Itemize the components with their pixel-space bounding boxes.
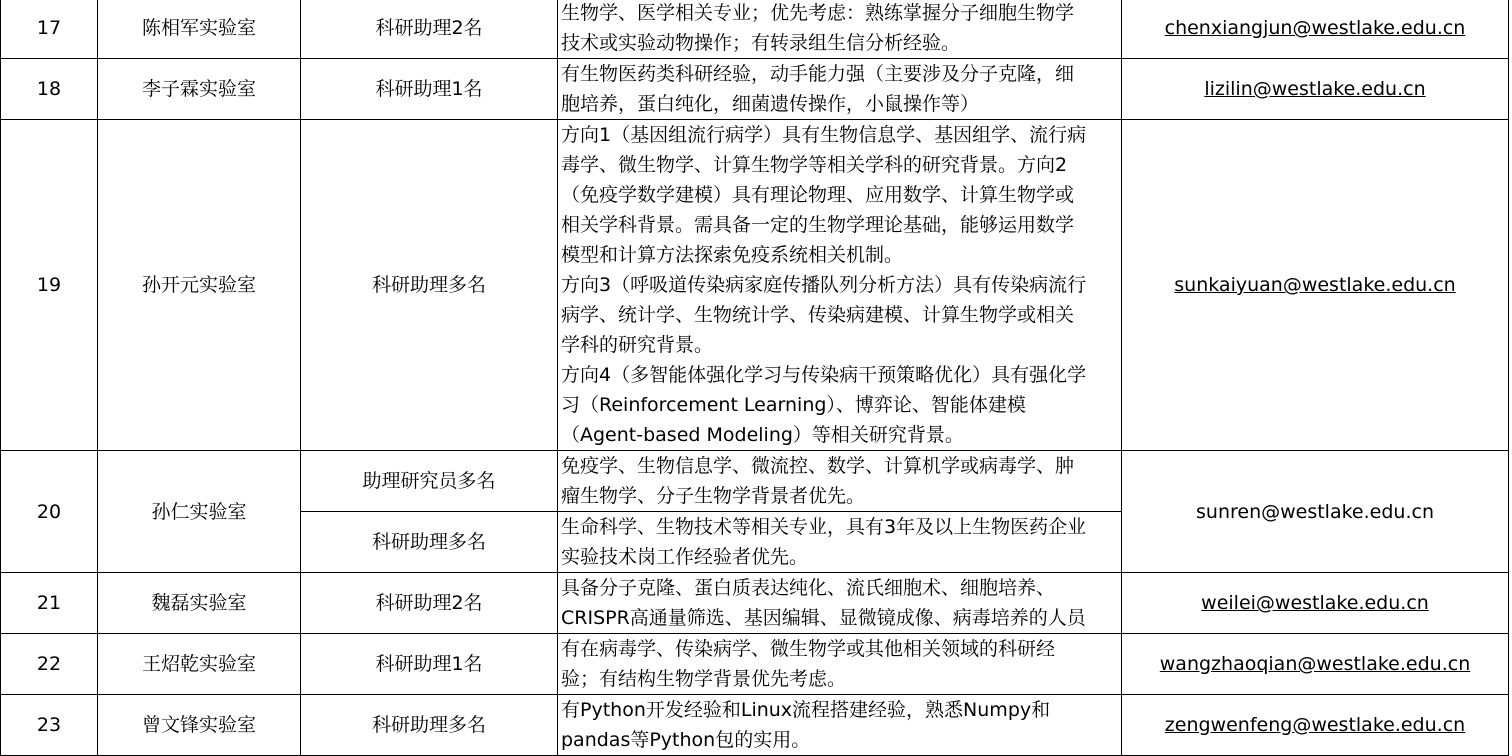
table-row	[1, 0, 1509, 59]
position-title: 科研助理2名	[301, 573, 558, 634]
row-number: 23	[1, 695, 98, 756]
contact-email	[1122, 451, 1509, 573]
requirement-line: 毒学、微生物学、计算生物学等相关学科的研究背景。方向2	[561, 154, 1068, 176]
requirement-line: 方向3（呼吸道传染病家庭传播队列分析方法）具有传染病流行	[561, 274, 1087, 296]
requirement-line: 具备分子克隆、蛋白质表达纯化、流氏细胞术、细胞培养、	[561, 577, 1056, 599]
requirements	[558, 0, 1122, 59]
email-link[interactable]: weilei@westlake.edu.cn	[1201, 592, 1429, 614]
requirements	[558, 451, 1122, 512]
contact-email	[1122, 573, 1509, 634]
requirements	[558, 59, 1122, 120]
email-link[interactable]: lizilin@westlake.edu.cn	[1204, 78, 1426, 100]
requirement-line: 学科的研究背景。	[561, 334, 714, 356]
requirement-line: CRISPR高通量筛选、基因编辑、显微镜成像、病毒培养的人员	[561, 607, 1086, 629]
email-link[interactable]: chenxiangjun@westlake.edu.cn	[1164, 17, 1466, 39]
requirement-line: 习（Reinforcement Learning）、博弈论、智能体建模	[561, 394, 1026, 416]
requirement-line: 有Python开发经验和Linux流程搭建经验，熟悉Numpy和	[561, 699, 1051, 721]
email-link[interactable]: sunkaiyuan@westlake.edu.cn	[1174, 274, 1456, 296]
requirement-line: 生命科学、生物技术等相关专业，具有3年及以上生物医药企业	[561, 516, 1087, 538]
requirement-line: （Agent-based Modeling）等相关研究背景。	[561, 424, 964, 446]
position-title: 科研助理多名	[301, 512, 558, 573]
position-title: 科研助理2名	[301, 0, 558, 59]
table-row	[1, 59, 1509, 120]
email-link[interactable]: zengwenfeng@westlake.edu.cn	[1164, 714, 1466, 736]
row-number: 20	[1, 451, 98, 573]
contact-email	[1122, 0, 1509, 59]
lab-name: 曾文锋实验室	[98, 695, 301, 756]
position-title: 科研助理多名	[301, 695, 558, 756]
lab-name: 孙开元实验室	[98, 120, 301, 451]
position-title: 助理研究员多名	[301, 451, 558, 512]
contact-email	[1122, 634, 1509, 695]
requirement-line: 模型和计算方法探索免疫系统相关机制。	[561, 244, 904, 266]
requirement-line: 实验技术岗工作经验者优先。	[561, 546, 809, 568]
requirement-line: 方向1（基因组流行病学）具有生物信息学、基因组学、流行病	[561, 124, 1087, 146]
requirements	[558, 120, 1122, 451]
requirement-line: 胞培养，蛋白纯化，细菌遗传操作，小鼠操作等）	[561, 93, 980, 115]
requirement-line: pandas等Python包的实用。	[561, 729, 811, 751]
table-row	[1, 634, 1509, 695]
row-number: 18	[1, 59, 98, 120]
requirement-line: 验；有结构生物学背景优先考虑。	[561, 668, 847, 690]
lab-name: 魏磊实验室	[98, 573, 301, 634]
requirement-line: （免疫学数学建模）具有理论物理、应用数学、计算生物学或	[561, 184, 1075, 206]
lab-name: 李子霖实验室	[98, 59, 301, 120]
lab-name: 王炤乾实验室	[98, 634, 301, 695]
lab-name: 陈相军实验室	[98, 0, 301, 59]
requirement-line: 有生物医药类科研经验，动手能力强（主要涉及分子克隆，细	[561, 63, 1075, 85]
requirements	[558, 634, 1122, 695]
row-number: 22	[1, 634, 98, 695]
row-number: 19	[1, 120, 98, 451]
requirement-line: 相关学科背景。需具备一定的生物学理论基础，能够运用数学	[561, 214, 1075, 236]
requirement-line: 瘤生物学、分子生物学背景者优先。	[561, 485, 866, 507]
contact-email	[1122, 120, 1509, 451]
requirements	[558, 512, 1122, 573]
row-number: 21	[1, 573, 98, 634]
position-title: 科研助理多名	[301, 120, 558, 451]
email-link[interactable]: wangzhaoqian@westlake.edu.cn	[1159, 653, 1471, 675]
requirement-line: 生物学、医学相关专业；优先考虑：熟练掌握分子细胞生物学	[561, 2, 1075, 24]
contact-email	[1122, 695, 1509, 756]
lab-name: 孙仁实验室	[98, 451, 301, 573]
requirement-line: 病学、统计学、生物统计学、传染病建模、计算生物学或相关	[561, 304, 1075, 326]
requirement-line: 有在病毒学、传染病学、微生物学或其他相关领域的科研经	[561, 638, 1056, 660]
requirements	[558, 573, 1122, 634]
table-row	[1, 573, 1509, 634]
table-row	[1, 120, 1509, 451]
row-number: 17	[1, 0, 98, 59]
table-row	[1, 451, 1509, 512]
position-title: 科研助理1名	[301, 59, 558, 120]
requirement-line: 技术或实验动物操作；有转录组生信分析经验。	[561, 32, 961, 54]
requirements	[558, 695, 1122, 756]
requirement-line: 免疫学、生物信息学、微流控、数学、计算机学或病毒学、肿	[561, 455, 1075, 477]
table-row	[1, 695, 1509, 756]
position-title: 科研助理1名	[301, 634, 558, 695]
email-text[interactable]: sunren@westlake.edu.cn	[1196, 500, 1434, 523]
requirement-line: 方向4（多智能体强化学习与传染病干预策略优化）具有强化学	[561, 364, 1087, 386]
contact-email	[1122, 59, 1509, 120]
